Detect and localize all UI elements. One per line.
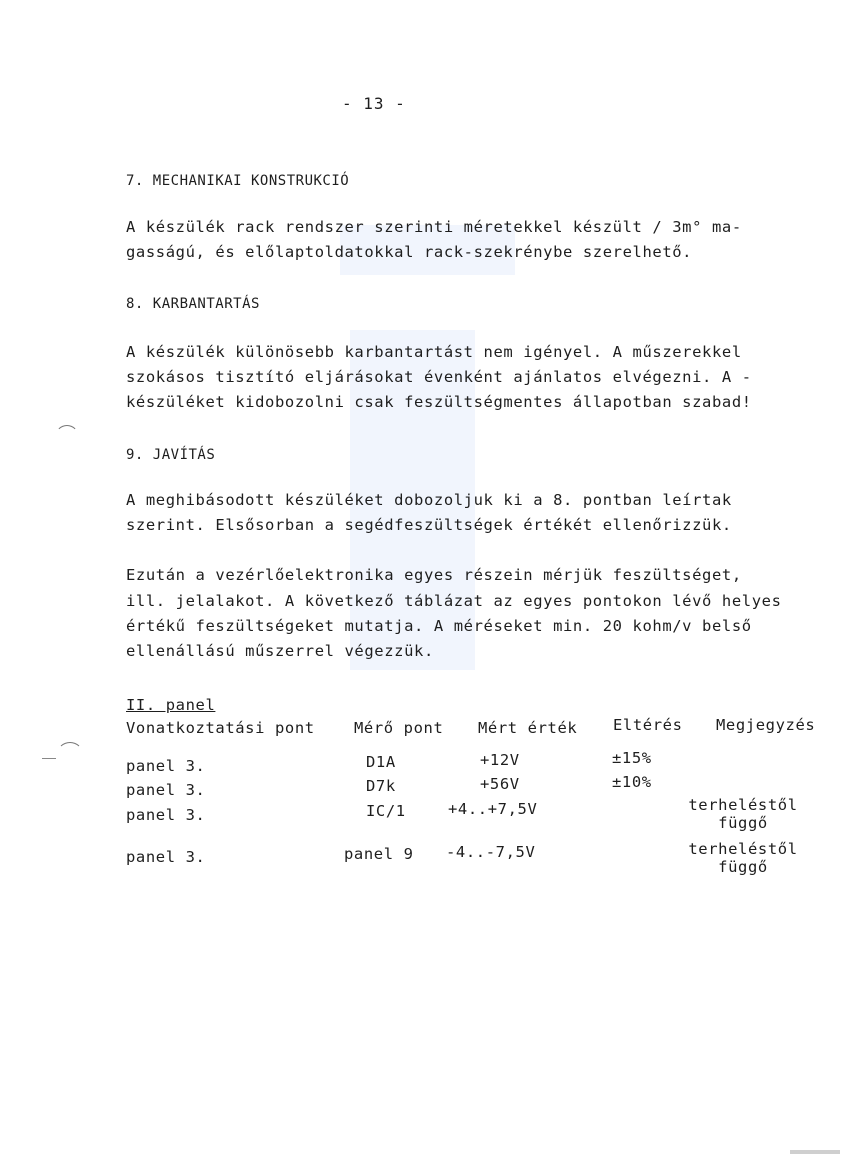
table-cell-tolerance: ±10%: [612, 773, 652, 791]
punch-hole-mark: [55, 425, 79, 449]
paragraph-line: A készülék rack rendszer szerinti méretekkel készült / 3m° ma-: [126, 218, 742, 236]
paragraph-line: A meghibásodott készüléket dobozoljuk ki a 8. pontban leírtak: [126, 491, 732, 509]
table-cell-tolerance: ±15%: [612, 749, 652, 767]
paragraph-line: gasságú, és előlaptoldatokkal rack-szekrénybe szerelhető.: [126, 243, 693, 261]
paragraph-line: ill. jelalakot. A következő táblázat az egyes pontokon lévő helyes: [126, 592, 782, 610]
table-cell-point: panel 9: [344, 845, 414, 863]
table-cell-value: -4..-7,5V: [446, 843, 536, 861]
table-header: Megjegyzés: [716, 716, 816, 734]
table-header: Mért érték: [478, 719, 578, 737]
section-heading: 9. JAVÍTÁS: [126, 447, 216, 463]
paragraph-line: szokásos tisztító eljárásokat évenként ajánlatos elvégezni. A -: [126, 368, 752, 386]
table-cell-value: +12V: [480, 751, 520, 769]
table-cell-value: +4..+7,5V: [448, 800, 538, 818]
paragraph-line: A készülék különösebb karbantartást nem igényel. A műszerekkel: [126, 343, 742, 361]
table-cell-note: terheléstől: [688, 796, 798, 814]
punch-hole-mark: [57, 742, 83, 766]
table-cell-point: IC/1: [366, 802, 406, 820]
punch-hole-dash: [42, 758, 56, 759]
table-caption: II. panel: [126, 696, 216, 714]
table-cell-note: függő: [718, 858, 768, 876]
table-cell-note: terheléstől: [688, 840, 798, 858]
table-cell-ref: panel 3.: [126, 757, 206, 775]
table-header: Eltérés: [613, 716, 683, 734]
section-heading: 7. MECHANIKAI KONSTRUKCIÓ: [126, 173, 350, 189]
section-heading: 8. KARBANTARTÁS: [126, 296, 260, 312]
paragraph-line: értékű feszültségeket mutatja. A méréseket min. 20 kohm/v belső: [126, 617, 752, 635]
table-header: Mérő pont: [354, 719, 444, 737]
table-cell-point: D1A: [366, 753, 396, 771]
table-cell-ref: panel 3.: [126, 848, 206, 866]
page-number: - 13 -: [342, 94, 406, 113]
paragraph-line: szerint. Elsősorban a segédfeszültségek értékét ellenőrizzük.: [126, 516, 732, 534]
table-cell-ref: panel 3.: [126, 781, 206, 799]
table-cell-value: +56V: [480, 775, 520, 793]
paragraph-line: készüléket kidobozolni csak feszültségmentes állapotban szabad!: [126, 393, 752, 411]
scanner-footer-mark: [790, 1150, 840, 1154]
table-cell-note: függő: [718, 814, 768, 832]
paragraph-line: ellenállású műszerrel végezzük.: [126, 642, 434, 660]
table-header: Vonatkoztatási pont: [126, 719, 315, 737]
paragraph-line: Ezután a vezérlőelektronika egyes részein mérjük feszültséget,: [126, 566, 742, 584]
table-cell-ref: panel 3.: [126, 806, 206, 824]
table-cell-point: D7k: [366, 777, 396, 795]
